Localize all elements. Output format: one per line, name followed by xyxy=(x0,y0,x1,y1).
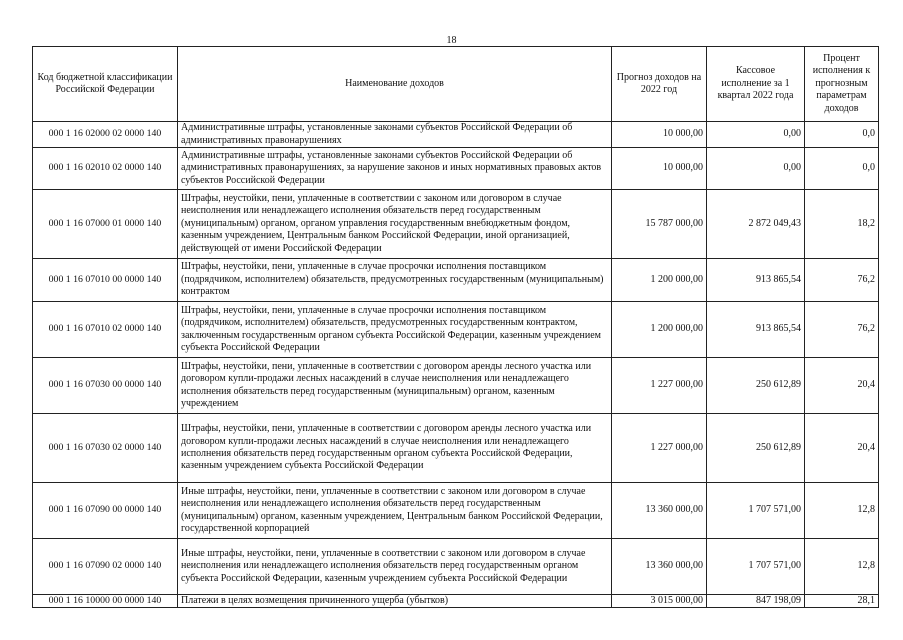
page-number: 18 xyxy=(446,35,457,46)
row-name: Административные штрафы, установленные законами субъектов Российской Федерации об административных правонарушениях xyxy=(178,122,612,148)
row-plan: 1 227 000,00 xyxy=(612,358,707,414)
table-row xyxy=(33,122,879,148)
row-code: 000 1 16 10000 00 0000 140 xyxy=(33,595,178,608)
row-name: Штрафы, неустойки, пени, уплаченные в соответствии с договором аренды лесного участка или договором купли-продажи лесных насаждений в случае неисполнения или ненадлежащего исполнения обязательств перед государственным (муниципальным) органом, казенным учреждением xyxy=(178,358,612,414)
table-row xyxy=(33,595,879,608)
row-pct: 28,1 xyxy=(805,595,879,608)
row-name: Штрафы, неустойки, пени, уплаченные в соответствии с законом или договором в случае неисполнения или ненадлежащего исполнения обязательств перед государственным (муниципальным) органом, органом управления государственным внебюджетным фондом, казенным учреждением, Центральным банком Российской Федерации, иной организацией, действующей от имени Российской Федерации xyxy=(178,190,612,259)
header-pct: Процент исполнения к прогнозным параметрам доходов xyxy=(805,47,879,122)
row-pct: 20,4 xyxy=(805,414,879,483)
revenue-table xyxy=(32,46,879,608)
header-plan: Прогноз доходов на 2022 год xyxy=(612,47,707,122)
row-name: Штрафы, неустойки, пени, уплаченные в соответствии с договором аренды лесного участка или договором купли-продажи лесных насаждений в случае неисполнения или ненадлежащего исполнения обязательств перед государственным органом субъекта Российской Федерации, казенным учреждением субъекта Российской Федерации xyxy=(178,414,612,483)
row-code: 000 1 16 07090 00 0000 140 xyxy=(33,483,178,539)
table-row xyxy=(33,539,879,595)
row-name: Иные штрафы, неустойки, пени, уплаченные в соответствии с законом или договором в случае неисполнения или ненадлежащего исполнения обязательств перед государственным органом субъекта Российской Федерации, казенным учреждением субъекта Российской Федерации xyxy=(178,539,612,595)
row-plan: 13 360 000,00 xyxy=(612,539,707,595)
row-pct: 76,2 xyxy=(805,302,879,358)
row-code: 000 1 16 02010 02 0000 140 xyxy=(33,148,178,190)
table-row xyxy=(33,190,879,259)
row-pct: 0,0 xyxy=(805,122,879,148)
table-row xyxy=(33,259,879,302)
row-pct: 12,8 xyxy=(805,483,879,539)
row-plan: 1 200 000,00 xyxy=(612,302,707,358)
row-pct: 0,0 xyxy=(805,148,879,190)
row-pct: 20,4 xyxy=(805,358,879,414)
row-exec: 1 707 571,00 xyxy=(707,539,805,595)
row-plan: 1 227 000,00 xyxy=(612,414,707,483)
row-exec: 2 872 049,43 xyxy=(707,190,805,259)
table-header-row xyxy=(33,47,879,122)
row-code: 000 1 16 07090 02 0000 140 xyxy=(33,539,178,595)
row-code: 000 1 16 07010 00 0000 140 xyxy=(33,259,178,302)
row-plan: 13 360 000,00 xyxy=(612,483,707,539)
row-name: Платежи в целях возмещения причиненного ущерба (убытков) xyxy=(178,595,612,608)
header-name: Наименование доходов xyxy=(178,47,612,122)
table-row xyxy=(33,483,879,539)
table-row xyxy=(33,302,879,358)
row-code: 000 1 16 07030 00 0000 140 xyxy=(33,358,178,414)
row-pct: 18,2 xyxy=(805,190,879,259)
header-code: Код бюджетной классификации Российской Федерации xyxy=(33,47,178,122)
row-code: 000 1 16 07010 02 0000 140 xyxy=(33,302,178,358)
row-code: 000 1 16 02000 02 0000 140 xyxy=(33,122,178,148)
row-exec: 250 612,89 xyxy=(707,358,805,414)
row-pct: 12,8 xyxy=(805,539,879,595)
row-name: Иные штрафы, неустойки, пени, уплаченные в соответствии с законом или договором в случае неисполнения или ненадлежащего исполнения обязательств перед государственным (муниципальным) органом, казенным учреждением, Центральным банком Российской Федерации, государственной корпорацией xyxy=(178,483,612,539)
row-name: Штрафы, неустойки, пени, уплаченные в случае просрочки исполнения поставщиком (подрядчиком, исполнителем) обязательств, предусмотренных государственным (муниципальным) контрактом xyxy=(178,259,612,302)
row-plan: 10 000,00 xyxy=(612,122,707,148)
row-code: 000 1 16 07030 02 0000 140 xyxy=(33,414,178,483)
row-exec: 913 865,54 xyxy=(707,302,805,358)
row-exec: 1 707 571,00 xyxy=(707,483,805,539)
row-exec: 250 612,89 xyxy=(707,414,805,483)
row-plan: 1 200 000,00 xyxy=(612,259,707,302)
row-plan: 15 787 000,00 xyxy=(612,190,707,259)
table-row xyxy=(33,358,879,414)
row-name: Административные штрафы, установленные законами субъектов Российской Федерации об административных правонарушениях, за нарушение законов и иных нормативных правовых актов субъектов Российской Федерации xyxy=(178,148,612,190)
row-plan: 10 000,00 xyxy=(612,148,707,190)
row-exec: 0,00 xyxy=(707,148,805,190)
row-name: Штрафы, неустойки, пени, уплаченные в случае просрочки исполнения поставщиком (подрядчиком, исполнителем) обязательств, предусмотренных государственным контрактом, заключенным государственным органом субъекта Российской Федерации, казенным учреждением субъекта Российской Федерации xyxy=(178,302,612,358)
row-pct: 76,2 xyxy=(805,259,879,302)
row-code: 000 1 16 07000 01 0000 140 xyxy=(33,190,178,259)
row-exec: 913 865,54 xyxy=(707,259,805,302)
row-exec: 0,00 xyxy=(707,122,805,148)
table-row xyxy=(33,414,879,483)
row-plan: 3 015 000,00 xyxy=(612,595,707,608)
table-row xyxy=(33,148,879,190)
row-exec: 847 198,09 xyxy=(707,595,805,608)
header-exec: Кассовое исполнение за 1 квартал 2022 года xyxy=(707,47,805,122)
